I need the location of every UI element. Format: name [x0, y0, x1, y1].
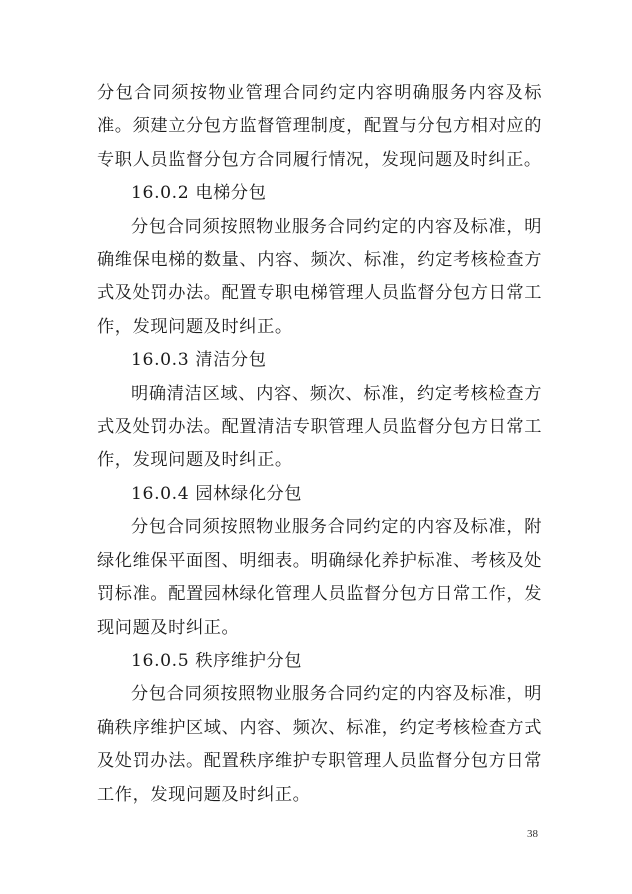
page-number: 38 [527, 828, 538, 840]
section-heading-elevator: 16.0.2 电梯分包 [131, 183, 267, 204]
paragraph-security: 分包合同须按照物业服务合同约定的内容及标准，明确秩序维护区域、内容、频次、标准，约定考核检查方式及处罚办法。配置秩序维护专职管理人员监督分包方日常工作，发现问题及时纠正。 [97, 684, 542, 805]
paragraph-elevator: 分包合同须按照物业服务合同约定的内容及标准，明确维保电梯的数量、内容、频次、标准，约定考核检查方式及处罚办法。配置专职电梯管理人员监督分包方日常工作，发现问题及时纠正。 [97, 216, 542, 337]
paragraph-cleaning: 明确清洁区域、内容、频次、标准，约定考核检查方式及处罚办法。配置清洁专职管理人员监督分包方日常工作，发现问题及时纠正。 [97, 383, 542, 471]
document-body [97, 77, 542, 812]
paragraph-subcontract-general: 分包合同须按物业管理合同约定内容明确服务内容及标准。须建立分包方监督管理制度，配置与分包方相对应的专职人员监督分包方合同履行情况，发现问题及时纠正。 [97, 83, 542, 170]
section-heading-cleaning: 16.0.3 清洁分包 [131, 350, 267, 371]
paragraph-landscaping: 分包合同须按照物业服务合同约定的内容及标准，附绿化维保平面图、明细表。明确绿化养护标准、考核及处罚标准。配置园林绿化管理人员监督分包方日常工作，发现问题及时纠正。 [97, 517, 542, 638]
section-heading-security: 16.0.5 秩序维护分包 [131, 650, 303, 671]
section-heading-landscaping: 16.0.4 园林绿化分包 [131, 483, 303, 504]
